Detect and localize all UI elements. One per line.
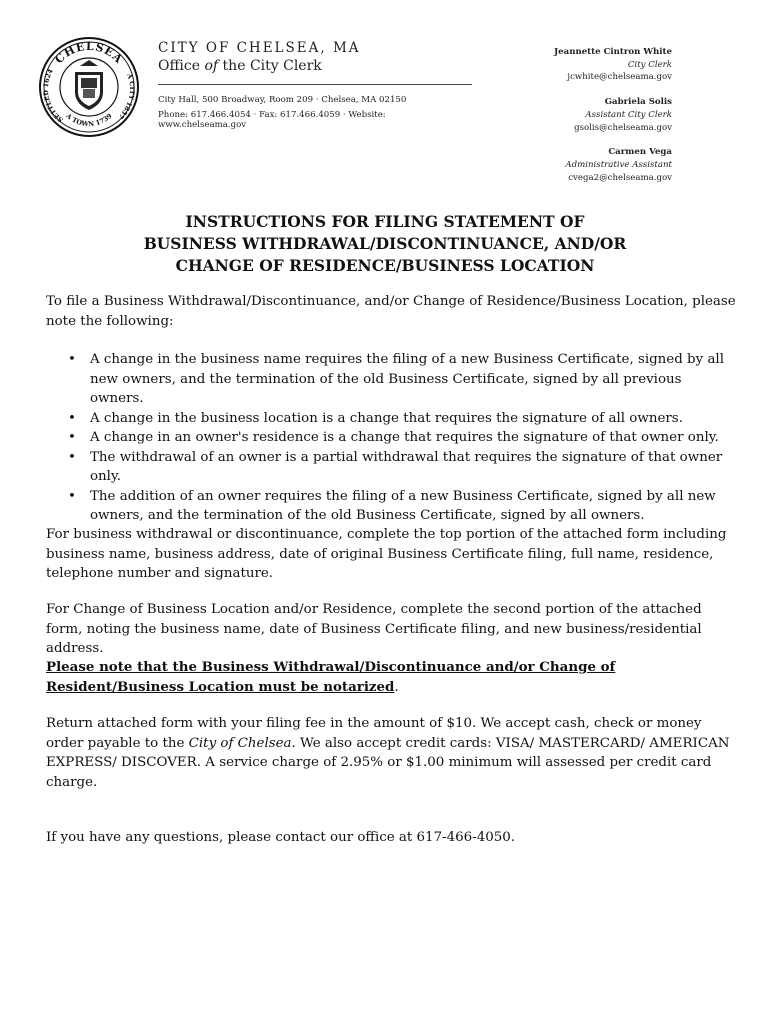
city-name: CITY OF CHELSEA, MA [158,40,361,56]
staff-title: Assistant City Clerk [585,109,672,120]
questions-paragraph: If you have any questions, please contact our office at 617-466-4050. [46,830,516,845]
staff-entry [554,46,672,84]
fee-text-1: Return attached form with your filing fee in the amount of $10. We accept cash, check or money order payable to the [46,716,702,751]
staff-title: City Clerk [627,59,672,70]
title-line: BUSINESS WITHDRAWAL/DISCONTINUANCE, AND/OR [143,234,627,253]
staff-email: cvega2@chelseama.gov [568,172,672,183]
notary-note-text: Please note that the Business Withdrawal/Discontinuance and/or Change of Resident/Business Location must be notarized [46,659,616,695]
notary-note [46,658,736,697]
list-item: • The withdrawal of an owner is a partial withdrawal that requires the signature of that owner only. [90,448,736,487]
address-line: City Hall, 500 Broadway, Room 209 · Chelsea, MA 02150 [158,95,407,105]
staff-email: gsolis@chelseama.gov [574,122,672,133]
city-seal [38,36,140,138]
list-item: • The addition of an owner requires the filing of a new Business Certificate, signed by all new owners, and the termination of the old Business Certificate, signed by all owners. [90,487,736,526]
change-paragraph: For Change of Business Location and/or Residence, complete the second portion of the attached form, noting the business name, date of Business Certificate filing, and new business/residential address. [46,602,702,656]
list-item: • A change in the business name requires the filing of a new Business Certificate, signed by all new owners, and the termination of the old Business Certificate, signed by all previous owners. [90,350,736,409]
seal-right-text: A CITY 1857 [116,72,137,121]
staff-directory [554,46,672,196]
office-name [158,58,474,74]
fee-paragraph [46,714,736,792]
title-line: CHANGE OF RESIDENCE/BUSINESS LOCATION [175,256,595,275]
office-suffix: the City Clerk [218,58,322,74]
list-item: • A change in the business location is a change that requires the signature of all owners. [90,409,736,429]
title-line: INSTRUCTIONS FOR FILING STATEMENT OF [185,212,585,231]
document-title [0,211,770,277]
contact-line: Phone: 617.466.4054 · Fax: 617.466.4059 · Website: www.chelseama.gov [158,110,386,130]
staff-name: Carmen Vega [608,147,672,158]
fee-text-2: . We also accept credit cards: VISA/ MASTERCARD/ AMERICAN EXPRESS/ DISCOVER. A service charge of 2.95% or $1.00 minimum will assessed per credit card charge. [46,735,730,790]
staff-name: Jeannette Cintron White [554,47,672,57]
withdrawal-paragraph: For business withdrawal or discontinuance, complete the top portion of the attached form including business name, business address, date of original Business Certificate filing, full name, residence, telephone number and signature. [46,527,727,581]
list-item: • A change in an owner's residence is a change that requires the signature of that owner only. [90,428,736,448]
staff-name: Gabriela Solis [604,97,672,108]
staff-email: jcwhite@chelseama.gov [567,72,672,83]
header-divider [158,84,472,85]
notary-note-period: . [394,679,399,695]
staff-entry [554,96,672,134]
staff-entry [554,146,672,184]
seal-top-text: CHELSEA [52,39,126,67]
office-prefix: Office [158,58,205,74]
seal-left-text: SETTLED 1624 [41,67,65,124]
office-header [158,40,474,130]
staff-title: Administrative Assistant [565,159,672,170]
fee-payee: City of Chelsea [188,735,292,751]
office-of: of [204,58,219,74]
instruction-list [46,350,736,526]
seal-graphic [38,36,140,138]
intro-paragraph: To file a Business Withdrawal/Discontinuance, and/or Change of Residence/Business Location, please note the following: [46,294,736,329]
seal-bottom-text: A TOWN 1739 [64,111,114,129]
